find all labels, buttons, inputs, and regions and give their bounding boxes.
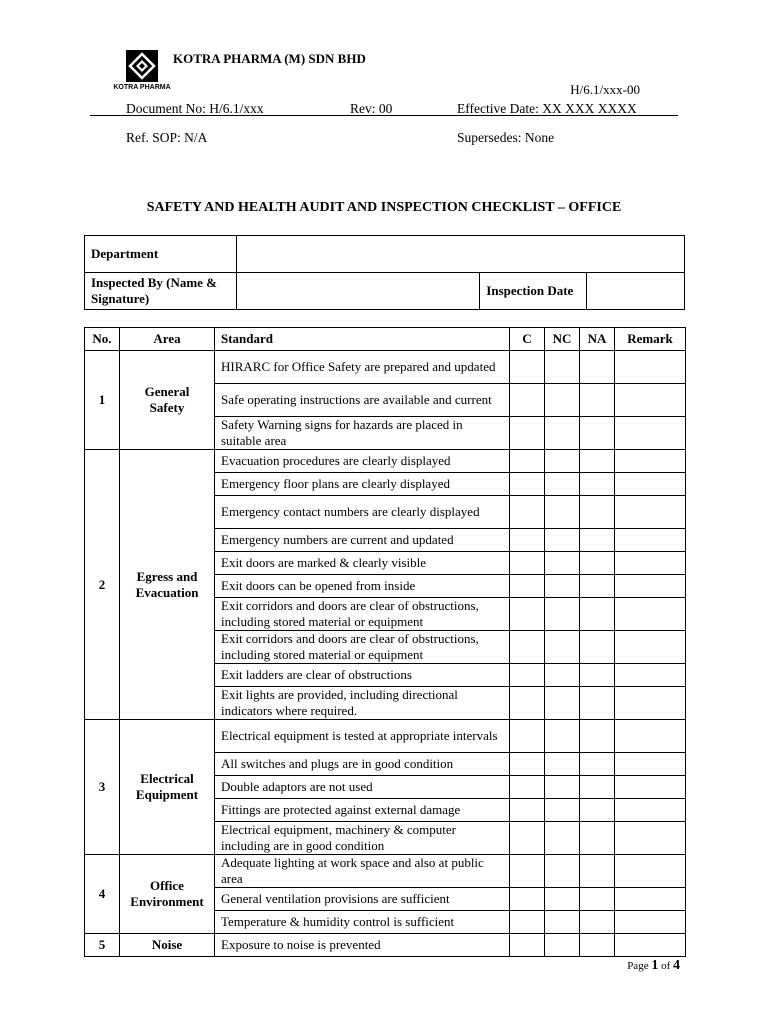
remark-cell[interactable] xyxy=(615,822,686,855)
standard-text: Exit doors can be opened from inside xyxy=(215,575,510,598)
section-number: 4 xyxy=(85,855,120,934)
document-code: H/6.1/xxx-00 xyxy=(570,82,640,97)
c-cell[interactable] xyxy=(510,529,545,552)
c-cell[interactable] xyxy=(510,753,545,776)
table-row xyxy=(85,720,686,753)
remark-cell[interactable] xyxy=(615,664,686,687)
na-cell[interactable] xyxy=(580,351,615,384)
nc-cell[interactable] xyxy=(545,450,580,473)
na-cell[interactable] xyxy=(580,888,615,911)
c-cell[interactable] xyxy=(510,450,545,473)
table-row xyxy=(85,855,686,888)
nc-cell[interactable] xyxy=(545,888,580,911)
effective-date: Effective Date: XX XXX XXXX xyxy=(457,101,637,116)
remark-cell[interactable] xyxy=(615,473,686,496)
remark-cell[interactable] xyxy=(615,529,686,552)
logo-text: KOTRA PHARMA xyxy=(113,84,171,91)
nc-cell[interactable] xyxy=(545,934,580,957)
standard-text: HIRARC for Office Safety are prepared and updated xyxy=(215,351,510,384)
department-field[interactable] xyxy=(236,236,684,273)
standard-text: Double adaptors are not used xyxy=(215,776,510,799)
na-cell[interactable] xyxy=(580,631,615,664)
col-c: C xyxy=(510,328,545,351)
section-number: 1 xyxy=(85,351,120,450)
remark-cell[interactable] xyxy=(615,753,686,776)
na-cell[interactable] xyxy=(580,598,615,631)
c-cell[interactable] xyxy=(510,351,545,384)
inspected-by-label: Inspected By (Name & Signature) xyxy=(85,273,237,310)
nc-cell[interactable] xyxy=(545,687,580,720)
nc-cell[interactable] xyxy=(545,799,580,822)
standard-text: Temperature & humidity control is sufficient xyxy=(215,911,510,934)
remark-cell[interactable] xyxy=(615,384,686,417)
standard-text: Emergency contact numbers are clearly displayed xyxy=(215,496,510,529)
header-divider xyxy=(90,115,678,116)
inspection-date-field[interactable] xyxy=(587,273,685,310)
c-cell[interactable] xyxy=(510,720,545,753)
na-cell[interactable] xyxy=(580,417,615,450)
nc-cell[interactable] xyxy=(545,496,580,529)
c-cell[interactable] xyxy=(510,496,545,529)
na-cell[interactable] xyxy=(580,911,615,934)
c-cell[interactable] xyxy=(510,799,545,822)
col-nc: NC xyxy=(545,328,580,351)
c-cell[interactable] xyxy=(510,888,545,911)
col-na: NA xyxy=(580,328,615,351)
remark-cell[interactable] xyxy=(615,720,686,753)
nc-cell[interactable] xyxy=(545,575,580,598)
remark-cell[interactable] xyxy=(615,552,686,575)
inspection-date-label: Inspection Date xyxy=(480,273,587,310)
c-cell[interactable] xyxy=(510,822,545,855)
na-cell[interactable] xyxy=(580,450,615,473)
checklist-table xyxy=(84,327,686,957)
remark-cell[interactable] xyxy=(615,855,686,888)
standard-text: Electrical equipment, machinery & computer including are in good condition xyxy=(215,822,510,855)
na-cell[interactable] xyxy=(580,822,615,855)
nc-cell[interactable] xyxy=(545,384,580,417)
nc-cell[interactable] xyxy=(545,552,580,575)
na-cell[interactable] xyxy=(580,575,615,598)
c-cell[interactable] xyxy=(510,598,545,631)
section-area: General Safety xyxy=(120,351,215,450)
standard-text: Adequate lighting at work space and also at public area xyxy=(215,855,510,888)
na-cell[interactable] xyxy=(580,384,615,417)
remark-cell[interactable] xyxy=(615,776,686,799)
nc-cell[interactable] xyxy=(545,529,580,552)
nc-cell[interactable] xyxy=(545,855,580,888)
remark-cell[interactable] xyxy=(615,631,686,664)
nc-cell[interactable] xyxy=(545,822,580,855)
section-number: 3 xyxy=(85,720,120,855)
info-table xyxy=(84,235,685,310)
c-cell[interactable] xyxy=(510,934,545,957)
nc-cell[interactable] xyxy=(545,753,580,776)
inspected-by-field[interactable] xyxy=(236,273,479,310)
na-cell[interactable] xyxy=(580,473,615,496)
nc-cell[interactable] xyxy=(545,720,580,753)
remark-cell[interactable] xyxy=(615,496,686,529)
standard-text: Exit ladders are clear of obstructions xyxy=(215,664,510,687)
standard-text: General ventilation provisions are sufficient xyxy=(215,888,510,911)
na-cell[interactable] xyxy=(580,529,615,552)
standard-text: Fittings are protected against external damage xyxy=(215,799,510,822)
standard-text: Evacuation procedures are clearly displayed xyxy=(215,450,510,473)
standard-text: Safety Warning signs for hazards are placed in suitable area xyxy=(215,417,510,450)
document-number: Document No: H/6.1/xxx xyxy=(126,101,264,116)
revision: Rev: 00 xyxy=(350,101,393,116)
section-area: Electrical Equipment xyxy=(120,720,215,855)
standard-text: Emergency floor plans are clearly displayed xyxy=(215,473,510,496)
remark-cell[interactable] xyxy=(615,687,686,720)
standard-text: Electrical equipment is tested at appropriate intervals xyxy=(215,720,510,753)
c-cell[interactable] xyxy=(510,417,545,450)
nc-cell[interactable] xyxy=(545,776,580,799)
c-cell[interactable] xyxy=(510,575,545,598)
remark-cell[interactable] xyxy=(615,934,686,957)
company-name: KOTRA PHARMA (M) SDN BHD xyxy=(173,51,366,66)
col-standard: Standard xyxy=(215,328,510,351)
na-cell[interactable] xyxy=(580,552,615,575)
nc-cell[interactable] xyxy=(545,473,580,496)
na-cell[interactable] xyxy=(580,720,615,753)
nc-cell[interactable] xyxy=(545,598,580,631)
document-title: SAFETY AND HEALTH AUDIT AND INSPECTION CHECKLIST – OFFICE xyxy=(146,200,622,215)
remark-cell[interactable] xyxy=(615,799,686,822)
c-cell[interactable] xyxy=(510,911,545,934)
nc-cell[interactable] xyxy=(545,664,580,687)
c-cell[interactable] xyxy=(510,552,545,575)
ref-sop: Ref. SOP: N/A xyxy=(126,130,208,145)
c-cell[interactable] xyxy=(510,687,545,720)
remark-cell[interactable] xyxy=(615,351,686,384)
page-number: Page 1 of 4 xyxy=(627,958,680,973)
section-area: Office Environment xyxy=(120,855,215,934)
standard-text: Exit lights are provided, including directional indicators where required. xyxy=(215,687,510,720)
table-row xyxy=(85,351,686,384)
nc-cell[interactable] xyxy=(545,351,580,384)
company-logo xyxy=(113,50,171,98)
standard-text: All switches and plugs are in good condition xyxy=(215,753,510,776)
table-row xyxy=(85,450,686,473)
na-cell[interactable] xyxy=(580,776,615,799)
supersedes: Supersedes: None xyxy=(457,130,555,145)
na-cell[interactable] xyxy=(580,664,615,687)
col-no: No. xyxy=(85,328,120,351)
c-cell[interactable] xyxy=(510,384,545,417)
c-cell[interactable] xyxy=(510,664,545,687)
department-label: Department xyxy=(85,236,237,273)
section-area: Noise xyxy=(120,934,215,957)
section-number: 2 xyxy=(85,450,120,720)
remark-cell[interactable] xyxy=(615,598,686,631)
remark-cell[interactable] xyxy=(615,575,686,598)
na-cell[interactable] xyxy=(580,687,615,720)
standard-text: Exit corridors and doors are clear of obstructions, including stored material or equipment xyxy=(215,631,510,664)
remark-cell[interactable] xyxy=(615,911,686,934)
c-cell[interactable] xyxy=(510,473,545,496)
table-row xyxy=(85,934,686,957)
remark-cell[interactable] xyxy=(615,888,686,911)
c-cell[interactable] xyxy=(510,855,545,888)
col-remark: Remark xyxy=(615,328,686,351)
na-cell[interactable] xyxy=(580,753,615,776)
standard-text: Exit corridors and doors are clear of obstructions, including stored material or equipment xyxy=(215,598,510,631)
nc-cell[interactable] xyxy=(545,911,580,934)
na-cell[interactable] xyxy=(580,934,615,957)
remark-cell[interactable] xyxy=(615,450,686,473)
standard-text: Exposure to noise is prevented xyxy=(215,934,510,957)
standard-text: Safe operating instructions are available and current xyxy=(215,384,510,417)
c-cell[interactable] xyxy=(510,776,545,799)
remark-cell[interactable] xyxy=(615,417,686,450)
na-cell[interactable] xyxy=(580,799,615,822)
standard-text: Emergency numbers are current and updated xyxy=(215,529,510,552)
section-area: Egress and Evacuation xyxy=(120,450,215,720)
c-cell[interactable] xyxy=(510,631,545,664)
col-area: Area xyxy=(120,328,215,351)
na-cell[interactable] xyxy=(580,855,615,888)
standard-text: Exit doors are marked & clearly visible xyxy=(215,552,510,575)
nc-cell[interactable] xyxy=(545,631,580,664)
na-cell[interactable] xyxy=(580,496,615,529)
section-number: 5 xyxy=(85,934,120,957)
nc-cell[interactable] xyxy=(545,417,580,450)
